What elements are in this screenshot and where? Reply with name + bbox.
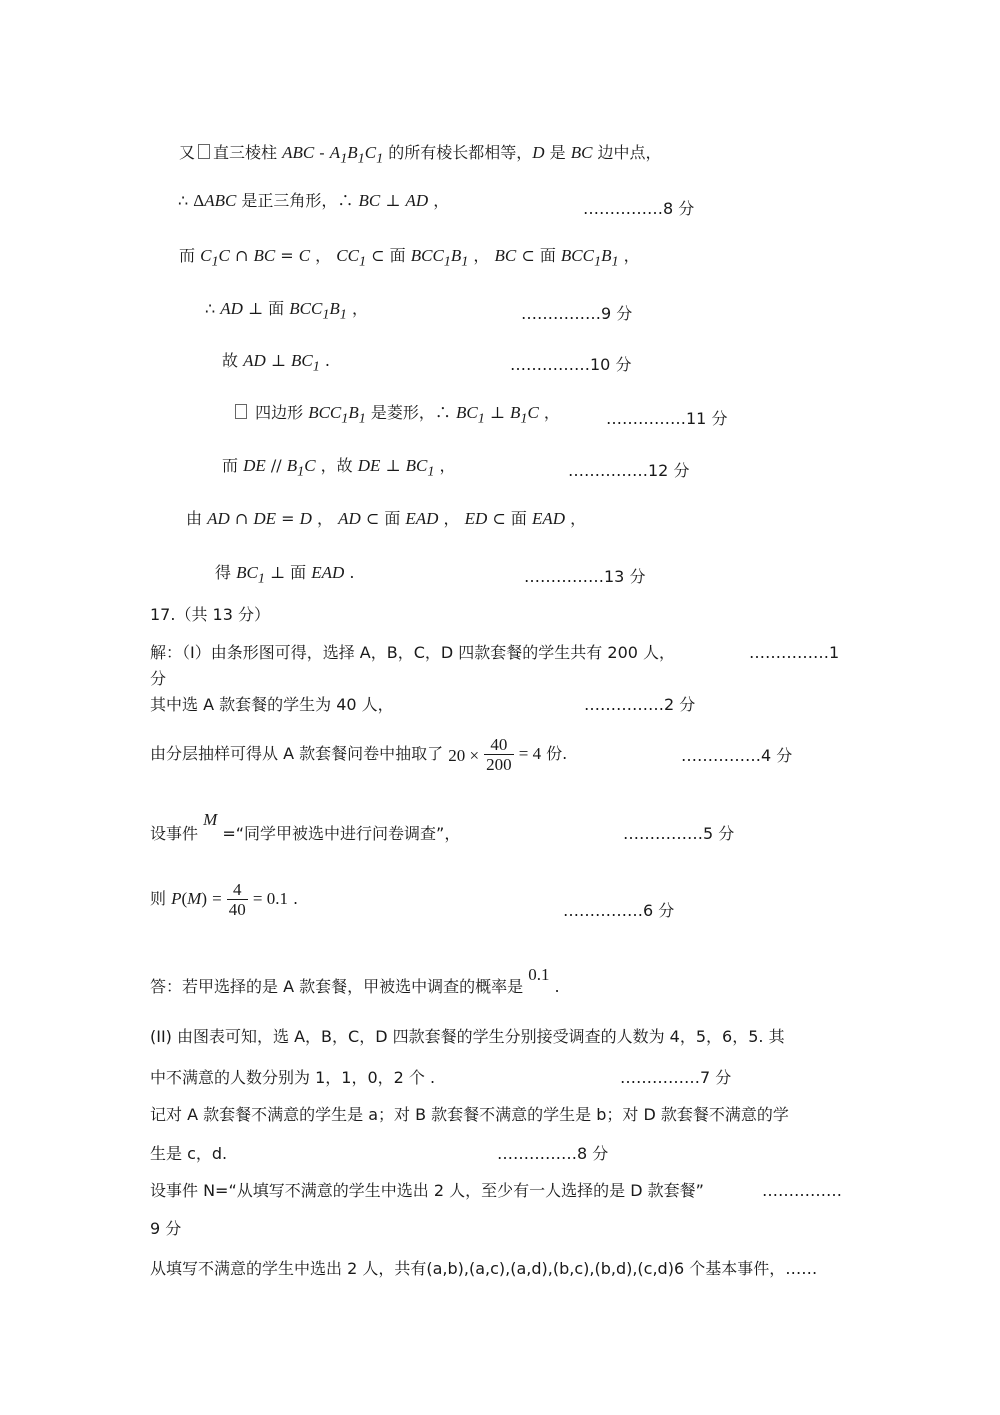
score-11: ……………11 分 <box>606 409 728 428</box>
proof-line-3: 而 $C_1C$ ∩ BC = C ， $CC_1$ ⊂ 面 $BCC_1B_1$ ， BC ⊂ 面 $BCC_1B_1$ ， <box>179 246 640 270</box>
score-13: ……………13 分 <box>524 567 646 586</box>
proof-line-1: 又 直三棱柱 ABC - $A_1B_1C_1$ 的所有棱长都相等，D 是 BC 边中点， <box>179 143 662 167</box>
because-glyph-2 <box>235 404 247 419</box>
because-glyph <box>198 144 210 159</box>
part2-line-5-cont: 9 分 <box>150 1219 182 1238</box>
score-s4: ……………4 分 <box>681 746 793 765</box>
solution-line-1: 解：（Ⅰ）由条形图可得，选择 A，B，C，D 四款套餐的学生共有 200 人， <box>150 643 676 662</box>
score-9: ……………9 分 <box>521 304 633 323</box>
score-s7: ……………7 分 <box>620 1068 732 1087</box>
part2-line-4: 生是 c，d. <box>150 1144 228 1163</box>
score-10: ……………10 分 <box>510 355 632 374</box>
solution-line-5: 则 P(M) = $\frac{4}{40}$ = 0.1 . <box>150 880 299 919</box>
part2-line-2: 中不满意的人数分别为 1，1，0，2 个 . <box>150 1068 436 1087</box>
solution-line-3: 由分层抽样可得从 A 款套餐问卷中抽取了 20 × $\frac{40}{200}$ = 4 份. <box>150 735 568 774</box>
part2-line-6: 从填写不满意的学生中选出 2 人，共有(a,b),(a,c),(a,d),(b,c),(b,d),(c,d)6 个基本事件，…… <box>150 1259 818 1278</box>
score-12: ……………12 分 <box>568 461 690 480</box>
proof-line-7: 而 DE // $B_1C$ ，故 DE ⊥ $BC_1$ ， <box>222 456 456 480</box>
proof-line-8: 由 AD ∩ DE = D ， AD ⊂ 面 EAD ， ED ⊂ 面 EAD ， <box>186 509 587 528</box>
score-s9: …………… <box>762 1181 842 1200</box>
proof-line-5: 故 AD ⊥ $BC_1$ . <box>222 351 330 375</box>
proof-line-4: ∴ AD ⊥ 面 $BCC_1B_1$ ， <box>205 299 368 323</box>
score-s6: ……………6 分 <box>563 901 675 920</box>
part2-line-3: 记对 A 款套餐不满意的学生是 a；对 B 款套餐不满意的学生是 b；对 D 款套餐不满意的学 <box>150 1105 789 1124</box>
proof-line-6: 四边形 $BCC_1B_1$ 是菱形，∴ $BC_1$ ⊥ $B_1C$ ， <box>232 402 560 429</box>
solution-line-1-cont: 分 <box>150 669 167 688</box>
fraction-4-40: $\frac{4}{40}$ <box>228 880 246 919</box>
proof-line-9: 得 $BC_1$ ⊥ 面 EAD . <box>215 563 355 587</box>
proof-line-2: ∴ ΔABC 是正三角形，∴ BC ⊥ AD ， <box>178 191 450 210</box>
part2-line-1: (II) 由图表可知，选 A，B，C，D 四款套餐的学生分别接受调查的人数为 4，5，6，5. 其 <box>150 1027 785 1046</box>
score-s8: ……………8 分 <box>497 1144 609 1163</box>
answer-line: 答：若甲选择的是 A 款套餐，甲被选中调查的概率是 0.1 . <box>150 965 560 996</box>
score-8: ……………8 分 <box>583 199 695 218</box>
score-s5: ……………5 分 <box>623 824 735 843</box>
score-s2: ……………2 分 <box>584 695 696 714</box>
solution-line-2: 其中选 A 款套餐的学生为 40 人， <box>150 695 394 714</box>
problem-17-header: 17.（共 13 分） <box>150 605 270 624</box>
part2-line-5: 设事件 N=“从填写不满意的学生中选出 2 人，至少有一人选择的是 D 款套餐” <box>150 1181 704 1200</box>
solution-line-4: 设事件 M =“同学甲被选中进行问卷调查”， <box>150 810 461 843</box>
fraction-40-200: $\frac{40}{200}$ <box>486 735 512 774</box>
score-s1: ……………1 <box>749 643 840 662</box>
